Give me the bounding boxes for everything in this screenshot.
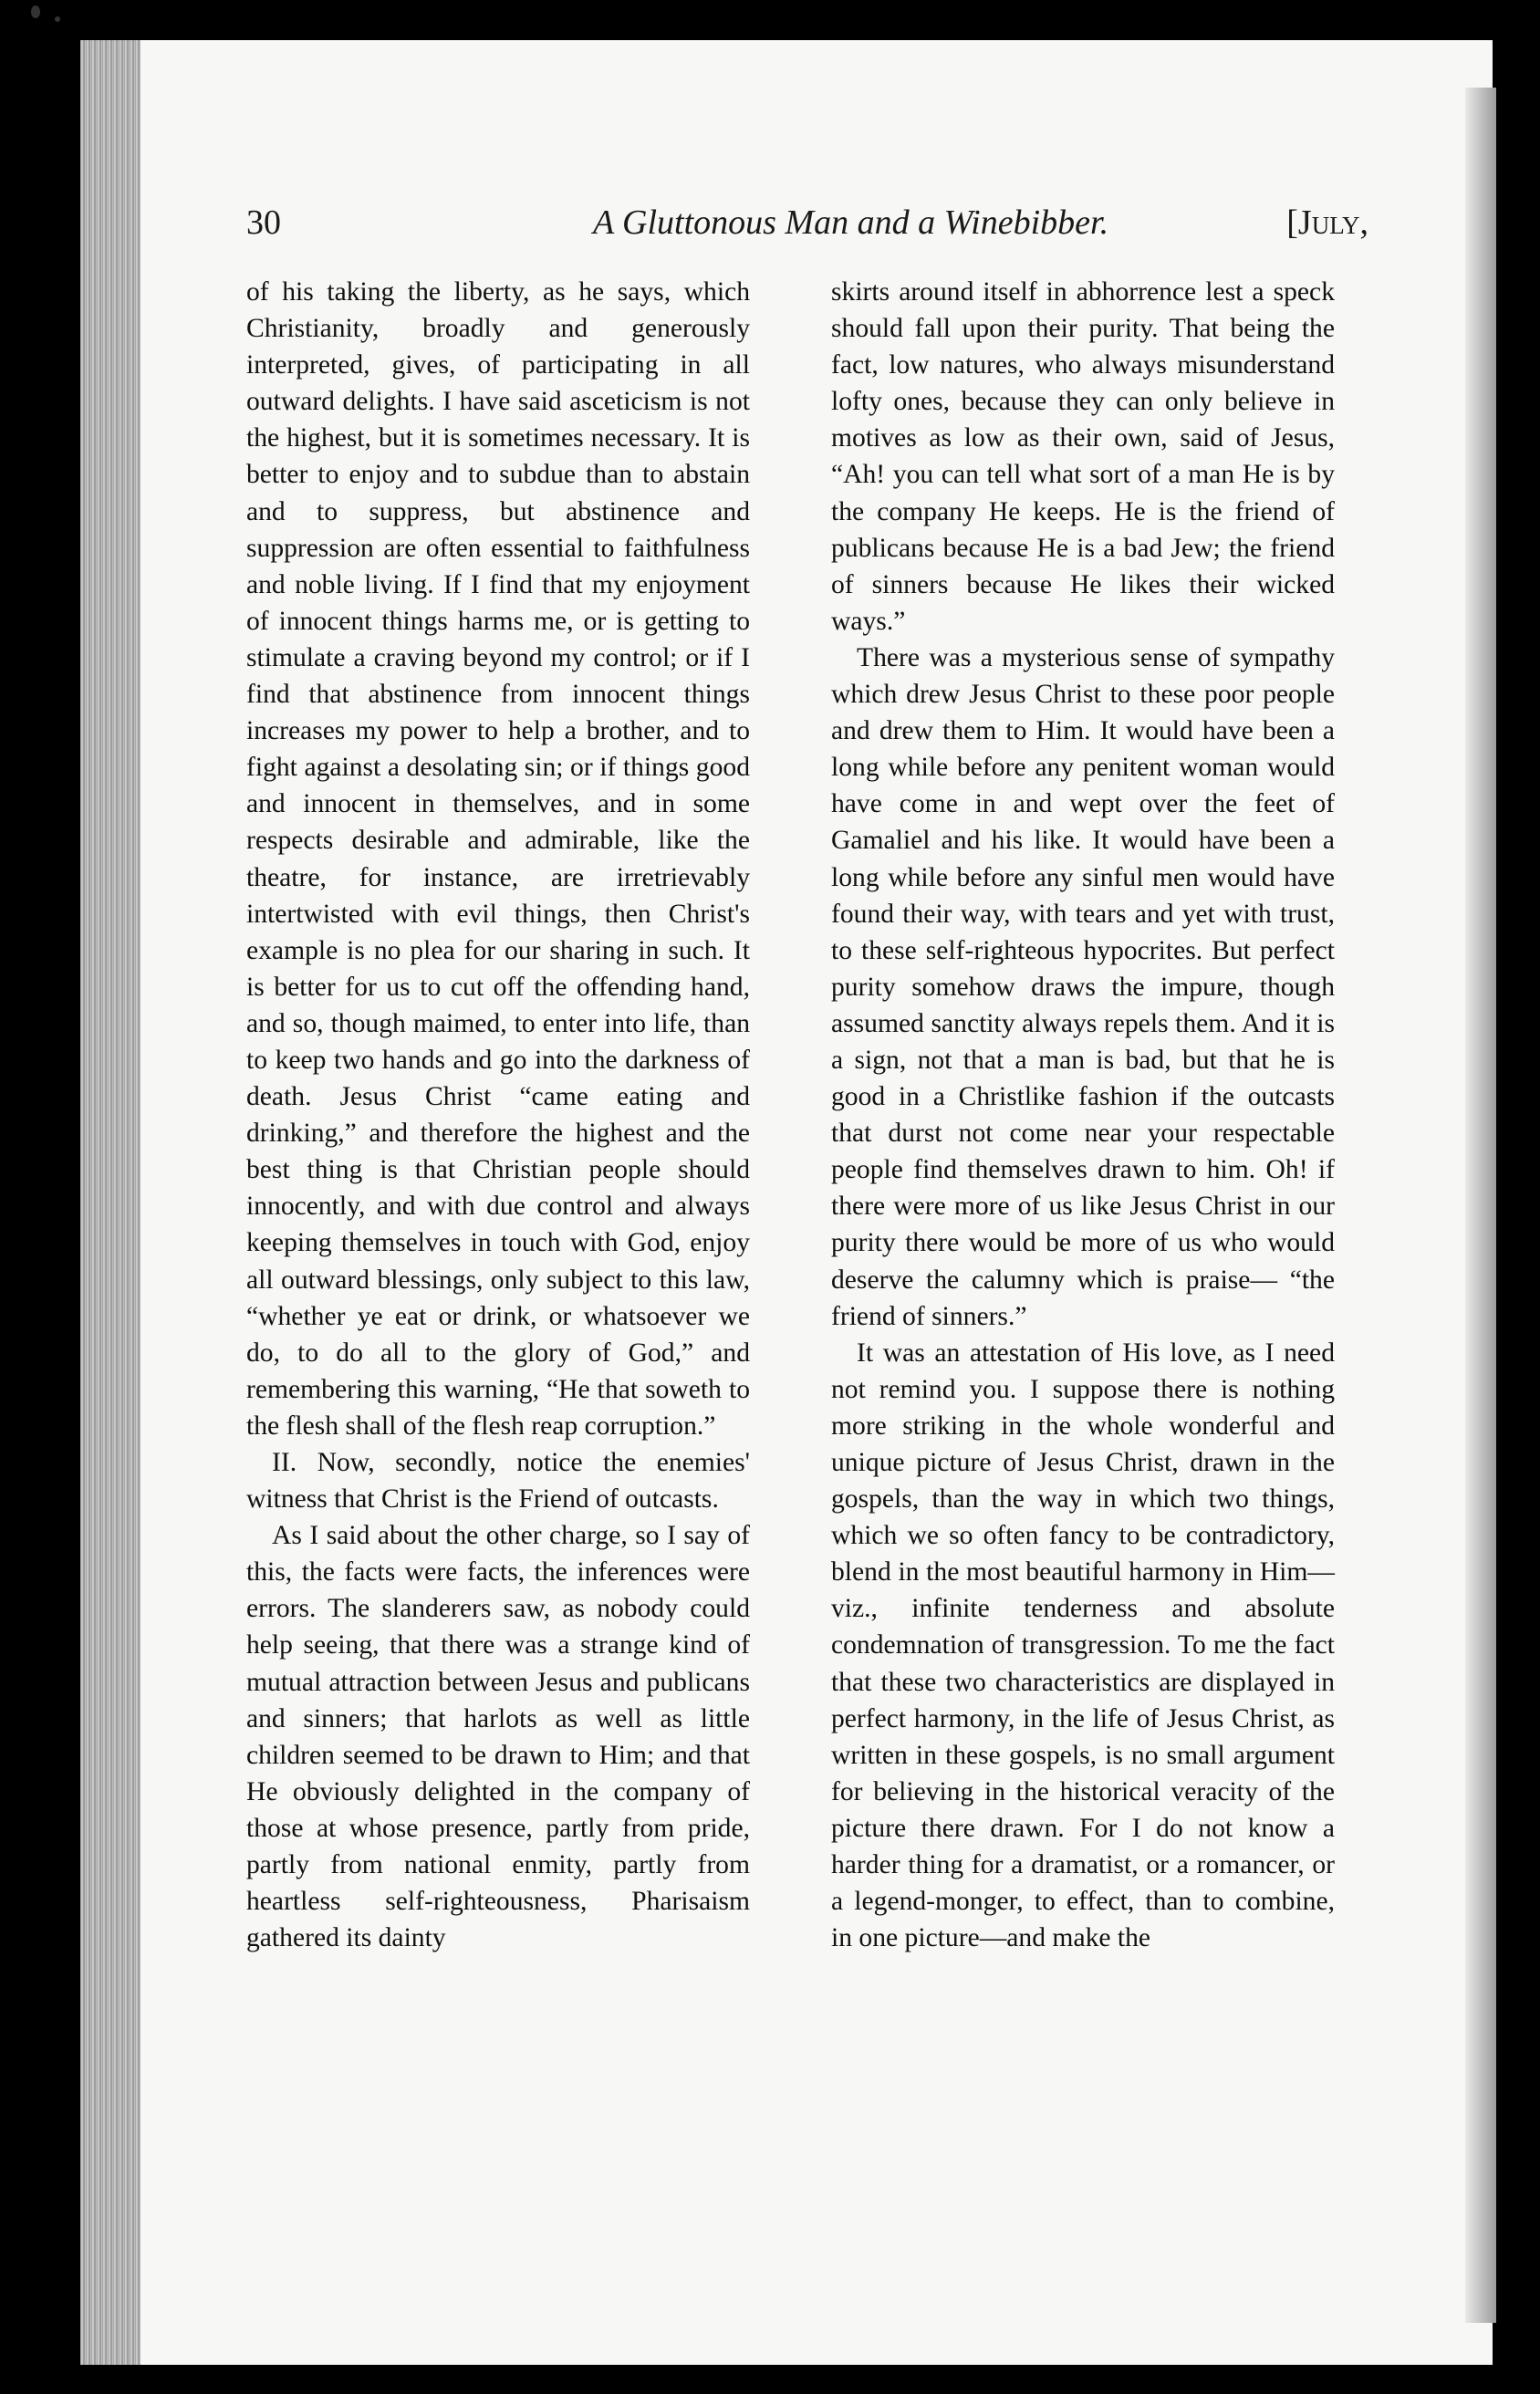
paragraph: As I said about the other charge, so I say of this, the facts were facts, the inferences were errors. The slanderers saw, as nobody could help seeing, that there was a strange kind of mutual attraction between Jesus and publicans and sinners; that harlots as well as little children seemed to be drawn to Him; and that He obviously delighted in the company of those at whose presence, partly from pride, partly from national enmity, partly from heartless self-righteousness, Pharisaism gathered its dainty (246, 1521, 750, 1953)
left-column (246, 274, 750, 1956)
running-title: A Gluttonous Man and a Winebibber. (593, 203, 1109, 242)
book-gutter (80, 40, 140, 2365)
scan-speck (55, 16, 60, 22)
paragraph: II. Now, secondly, notice the enemies' witness that Christ is the Friend of outcasts. (246, 1448, 750, 1514)
paragraph: It was an attestation of His love, as I need not remind you. I suppose there is nothing more striking in the whole wonderful and unique picture of Jesus Christ, drawn in the gospels, than the way in which two things, which we so often fancy to be contradictory, blend in the most beautiful harmony in Him—viz., infinite tenderness and absolute condemnation of transgression. To me the fact that these two characteristics are displayed in perfect harmony, in the life of Jesus Christ, as written in these gospels, is no small argument for believing in the historical veracity of the picture there drawn. For I do not know a harder thing for a dramatist, or a romancer, or a legend-monger, to effect, than to combine, in one picture—and make the (831, 1338, 1335, 1953)
right-column (831, 274, 1335, 1956)
scan-speck (31, 5, 40, 18)
month-label: [July, (1286, 203, 1368, 242)
paragraph: of his taking the liberty, as he says, which Christianity, broadly and generously interpreted, gives, of participating in all outward delights. I have said asceticism is not the highest, but it is sometimes necessary. It is better to enjoy and to subdue than to abstain and to suppress, but abstinence and suppression are often essential to faithfulness and noble living. If I find that my enjoyment of innocent things harms me, or is getting to stimulate a craving beyond my control; or if I find that abstinence from innocent things increases my power to help a brother, and to fight against a desolating sin; or if things good and innocent in themselves, and in some respects desirable and admirable, like the theatre, for instance, are irretrievably intertwisted with evil things, then Christ's example is no plea for our sharing in such. It is better for us to cut off the offending hand, and so, though maimed, to enter into life, than to keep two hands and go into the darkness of death. Jesus Christ “came eating and drinking,” and therefore the highest and the best thing is that Christian people should innocently, and with due control and always keeping themselves in touch with God, enjoy all outward blessings, only subject to this law, “whether ye eat or drink, or whatsoever we do, to do all to the glory of God,” and remembering this warning, “He that soweth to the flesh shall of the flesh reap corruption.” (246, 277, 750, 1441)
page-number: 30 (246, 203, 281, 242)
paragraph: skirts around itself in abhorrence lest a speck should fall upon their purity. That being the fact, low natures, who always misunderstand lofty ones, because they can only believe in motives as low as their own, said of Jesus, “Ah! you can tell what sort of a man He is by the company He keeps. He is the friend of publicans because He is a bad Jew; the friend of sinners because He likes their wicked ways.” (831, 277, 1335, 636)
running-header (246, 203, 1368, 257)
page-edge-shadow (1465, 88, 1496, 2323)
paragraph: There was a mysterious sense of sympathy which drew Jesus Christ to these poor people and drew them to Him. It would have been a long while before any penitent woman would have come in and wept over the feet of Gamaliel and his like. It would have been a long while before any sinful men would have found their way, with tears and yet with trust, to these self-righteous hypocrites. But perfect purity somehow draws the impure, though assumed sanctity always repels them. And it is a sign, not that a man is bad, but that he is good in a Christlike fashion if the outcasts that durst not come near your respectable people find themselves drawn to him. Oh! if there were more of us like Jesus Christ in our purity there would be more of us who would deserve the calumny which is praise— “the friend of sinners.” (831, 642, 1335, 1331)
